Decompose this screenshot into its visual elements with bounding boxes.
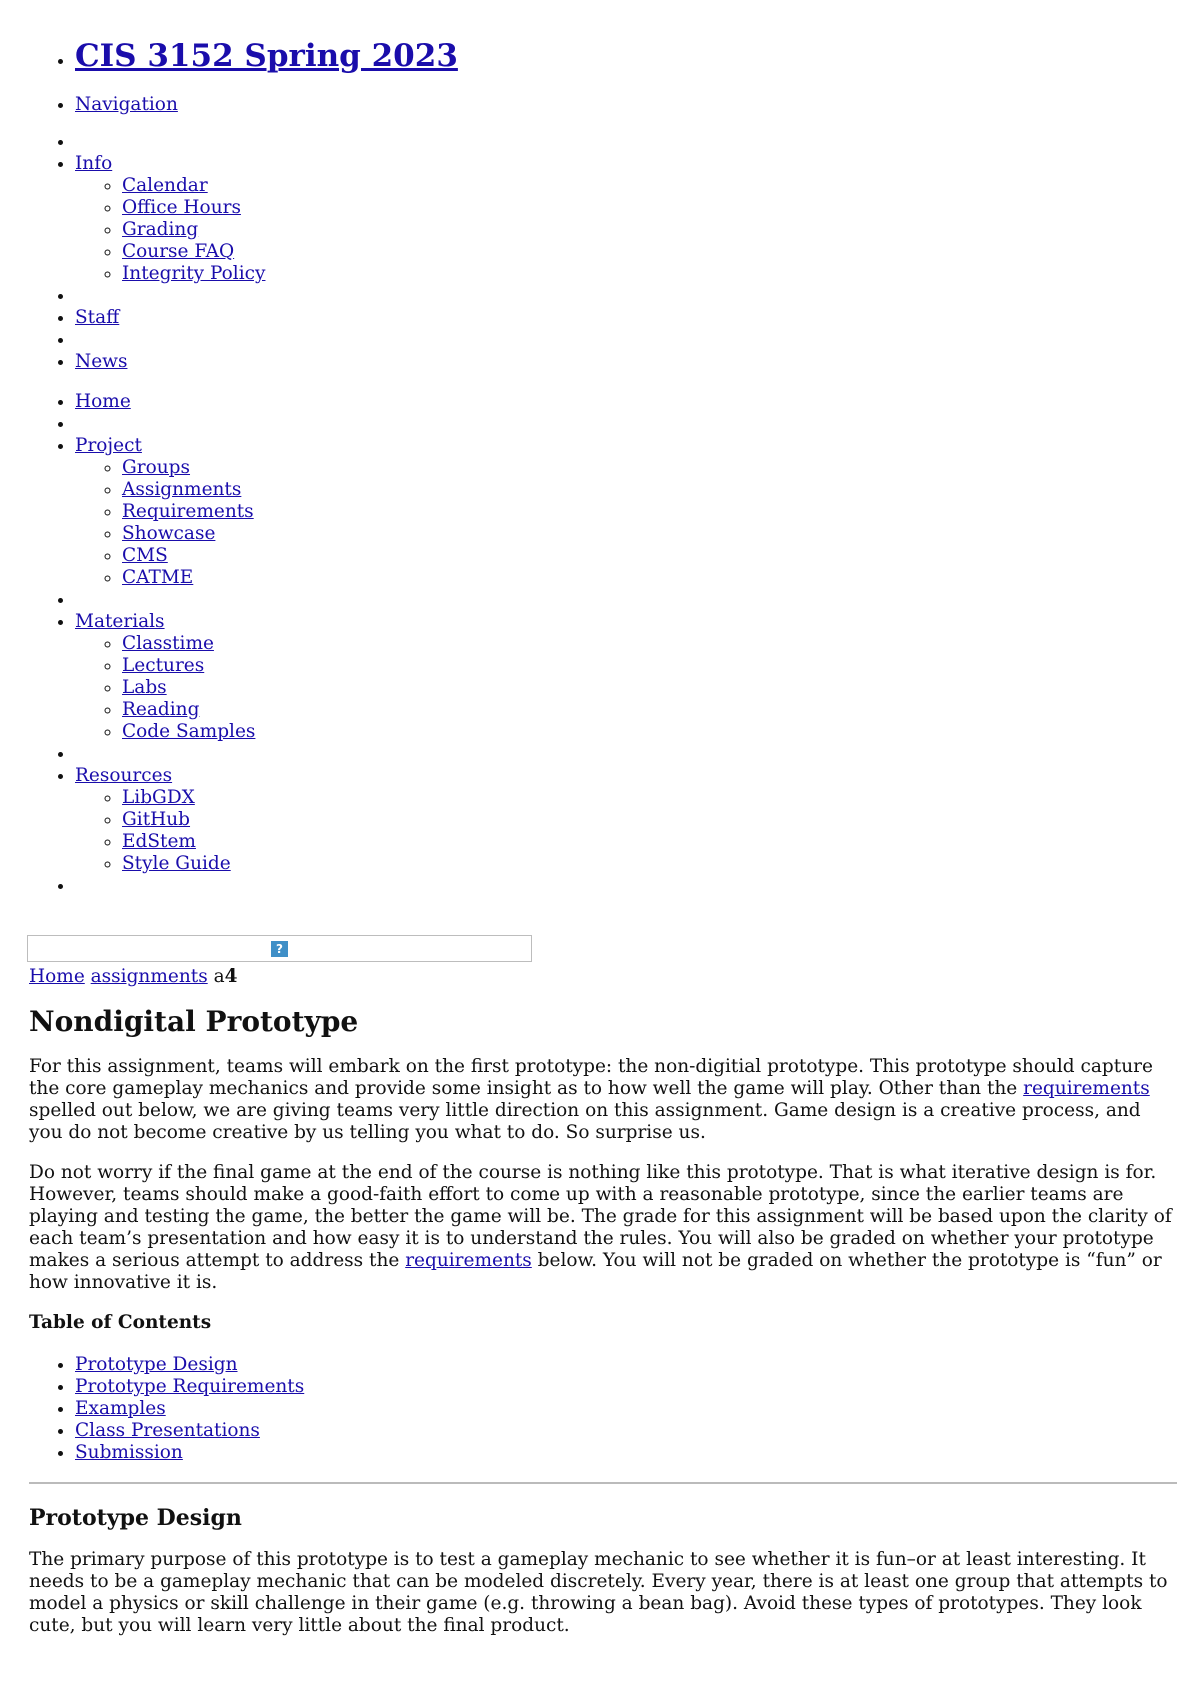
toc-link-examples[interactable]: Examples: [75, 1398, 166, 1419]
intro-p2-text-b: below. You will not be graded on whether the prototype is “fun” or how innovative it is.: [29, 1250, 1162, 1293]
nav-spacer: [75, 285, 1171, 307]
nav-item-home: [75, 391, 1171, 413]
nav-spacer: [75, 413, 1171, 435]
submenu-item: [122, 677, 1171, 699]
submenu-item: [122, 545, 1171, 567]
nav-link-integrity-policy[interactable]: Integrity Policy: [122, 263, 266, 284]
intro-paragraph-2: [29, 1162, 1177, 1294]
nav-link-home[interactable]: Home: [75, 391, 131, 412]
nav-spacer: [75, 875, 1171, 897]
toc-item: [75, 1442, 1177, 1464]
nav-link-office-hours[interactable]: Office Hours: [122, 197, 241, 218]
intro-paragraph-1: [29, 1056, 1177, 1144]
submenu-item: [122, 655, 1171, 677]
breadcrumb: [29, 966, 1177, 988]
toc-item: [75, 1354, 1177, 1376]
nav-spacer: [75, 329, 1171, 351]
toc-heading: Table of Contents: [29, 1312, 212, 1333]
nav-spacer: [75, 131, 1171, 153]
help-icon[interactable]: ?: [271, 941, 288, 957]
breadcrumb-assignments[interactable]: assignments: [90, 966, 208, 987]
nav-link-catme[interactable]: CATME: [122, 567, 194, 588]
nav-link-calendar[interactable]: Calendar: [122, 175, 208, 196]
nav-spacer: [75, 743, 1171, 765]
search-box: [27, 935, 532, 962]
submenu-item: [122, 263, 1171, 285]
nav-link-cms[interactable]: CMS: [122, 545, 168, 566]
toc-item: [75, 1398, 1177, 1420]
nav-link-lectures[interactable]: Lectures: [122, 655, 205, 676]
nav-item-resources: [75, 765, 1171, 875]
intro-p1-text-b: spelled out below, we are giving teams very little direction on this assignment. Game design is a creative process, and you do not become creative by us telling you what to do. So surprise us.: [29, 1100, 1141, 1143]
submenu-item: [122, 479, 1171, 501]
nav-link-news[interactable]: News: [75, 351, 128, 372]
nav-item-materials: [75, 611, 1171, 743]
site-title-link[interactable]: CIS 3152 Spring 2023: [75, 38, 458, 74]
toc-link-class-presentations[interactable]: Class Presentations: [75, 1420, 260, 1441]
nav-link-reading[interactable]: Reading: [122, 699, 200, 720]
nav-link-assignments[interactable]: Assignments: [122, 479, 242, 500]
requirements-link[interactable]: requirements: [405, 1250, 532, 1271]
search-input[interactable]: [32, 937, 276, 962]
nav-link-grading[interactable]: Grading: [122, 219, 199, 240]
toc-link-prototype-design[interactable]: Prototype Design: [75, 1354, 238, 1375]
resources-submenu: [75, 787, 1171, 875]
submenu-item: [122, 721, 1171, 743]
site-title-list: [29, 0, 1171, 74]
materials-submenu: [75, 633, 1171, 743]
breadcrumb-current-prefix: a: [213, 966, 225, 987]
requirements-link[interactable]: requirements: [1023, 1078, 1150, 1099]
toc-item: [75, 1420, 1177, 1442]
nav-list-2: [29, 131, 1171, 373]
submenu-item: [122, 567, 1171, 589]
nav-link-requirements[interactable]: Requirements: [122, 501, 254, 522]
nav-link-resources[interactable]: Resources: [75, 765, 173, 786]
nav-link-navigation[interactable]: Navigation: [75, 94, 178, 115]
breadcrumb-current: [214, 966, 238, 987]
breadcrumb-home[interactable]: Home: [29, 966, 85, 987]
submenu-item: [122, 809, 1171, 831]
submenu-item: [122, 501, 1171, 523]
breadcrumb-current-suffix: 4: [224, 966, 238, 987]
page-title: Nondigital Prototype: [29, 1005, 359, 1038]
nav-link-github[interactable]: GitHub: [122, 809, 191, 830]
nav-spacer: [75, 589, 1171, 611]
nav-link-code-samples[interactable]: Code Samples: [122, 721, 256, 742]
submenu-item: [122, 699, 1171, 721]
submenu-item: [122, 241, 1171, 263]
submenu-item: [122, 853, 1171, 875]
site-title-item: [75, 38, 1171, 74]
section-divider: [29, 1482, 1177, 1484]
submenu-item: [122, 175, 1171, 197]
nav-link-edstem[interactable]: EdStem: [122, 831, 196, 852]
nav-link-labs[interactable]: Labs: [122, 677, 167, 698]
main-content: [29, 966, 1177, 1637]
intro-p1-text-a: For this assignment, teams will embark on the first prototype: the non-digitial prototype. This prototype should capture the core gameplay mechanics and provide some insight as to how well the game will play. Other than the: [29, 1056, 1153, 1099]
nav-link-classtime[interactable]: Classtime: [122, 633, 214, 654]
nav-link-staff[interactable]: Staff: [75, 307, 120, 328]
nav-link-showcase[interactable]: Showcase: [122, 523, 216, 544]
submenu-item: [122, 633, 1171, 655]
info-submenu: [75, 175, 1171, 285]
section-heading-prototype-design: Prototype Design: [29, 1505, 242, 1531]
toc-link-submission[interactable]: Submission: [75, 1442, 183, 1463]
nav-link-course-faq[interactable]: Course FAQ: [122, 241, 235, 262]
project-submenu: [75, 457, 1171, 589]
toc-item: [75, 1376, 1177, 1398]
submenu-item: [122, 787, 1171, 809]
submenu-item: [122, 457, 1171, 479]
nav-item-news: [75, 351, 1171, 373]
intro-p2-text-a: Do not worry if the final game at the end of the course is nothing like this prototype. That is what iterative design is for. However, teams should make a good-faith effort to come up with a reasonable prototype, since the earlier teams are playing and testing the game, the better the game will be. The grade for this assignment will be based upon the clarity of each team’s presentation and how easy it is to understand the rules. You will also be graded on whether your prototype makes a serious attempt to address the: [29, 1162, 1172, 1271]
toc-link-prototype-requirements[interactable]: Prototype Requirements: [75, 1376, 305, 1397]
nav-link-project[interactable]: Project: [75, 435, 142, 456]
submenu-item: [122, 219, 1171, 241]
nav-list-3: [29, 391, 1171, 897]
nav-item-project: [75, 435, 1171, 589]
nav-item-info: [75, 153, 1171, 285]
nav-item-navigation: [75, 94, 1171, 116]
submenu-item: [122, 523, 1171, 545]
nav-link-groups[interactable]: Groups: [122, 457, 191, 478]
submenu-item: [122, 831, 1171, 853]
nav-link-libgdx[interactable]: LibGDX: [122, 787, 195, 808]
nav-link-materials[interactable]: Materials: [75, 611, 165, 632]
table-of-contents: [29, 1354, 1177, 1464]
nav-list-1: [29, 94, 1171, 116]
nav-link-style-guide[interactable]: Style Guide: [122, 853, 231, 874]
submenu-item: [122, 197, 1171, 219]
nav-link-info[interactable]: Info: [75, 153, 113, 174]
section-paragraph: The primary purpose of this prototype is to test a gameplay mechanic to see whether it is fun–or at least interesting. It needs to be a gameplay mechanic that can be modeled discretely. Every year, there is at least one group that attempts to model a physics or skill challenge in their game (e.g. throwing a bean bag). Avoid these types of prototypes. They look cute, but you will learn very little about the final product.: [29, 1549, 1168, 1636]
nav-item-staff: [75, 307, 1171, 329]
